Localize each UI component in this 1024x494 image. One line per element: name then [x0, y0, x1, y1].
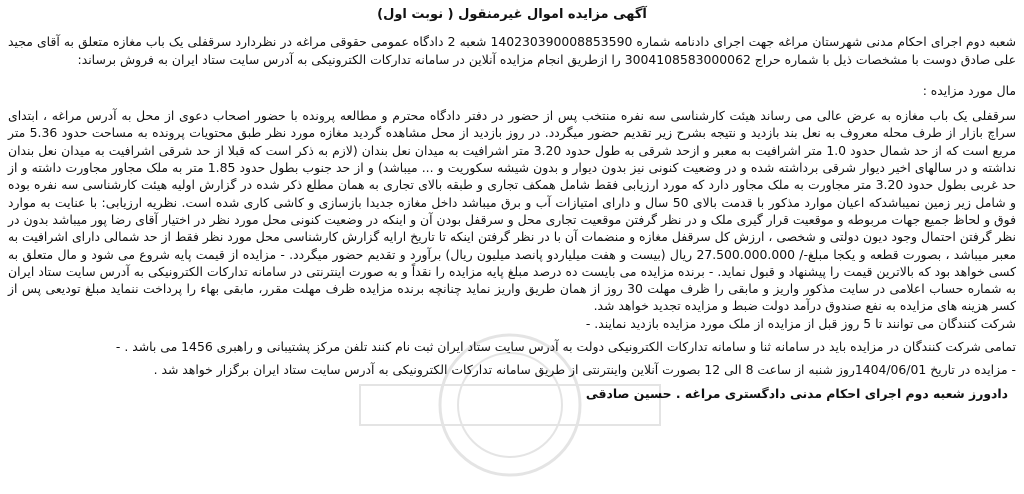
registration-line: تمامی شرکت کنندگان در مزایده باید در سامانه ثنا و سامانه تدارکات الکترونیکی دولت به آدرس سایت ستاد ایران ثبت نام کنند تلفن مرکز پشتیبانی و راهبری 1456 می باشد . - [115, 339, 1016, 355]
visit-line: شرکت کنندگان می توانند تا 5 روز قبل از مزایده از ملک مورد مزایده بازدید نمایند. - [585, 315, 1016, 331]
notice-title: آگهی مزایده اموال غیرمنقول ( نوبت اول) [377, 7, 647, 22]
intro-paragraph: شعبه دوم اجرای احکام مدنی شهرستان مراغه جهت اجرای دادنامه شماره 140230390008853590 شعبه 2 دادگاه عمومی حقوقی مراغه در نظردارد سرقفلی یک باب مغازه متعلق به آقای مجید علی صادق دوست با مشخصات ذیل با شماره حراج 3004108583000062 را ازطریق انجام مزایده آنلاین در سامانه تدارکات الکترونیکی به آدرس سایت ستاد ایران به فروش برساند: [8, 34, 1017, 67]
subject-heading: مال مورد مزایده : [922, 82, 1016, 98]
description-paragraph: سرقفلی یک باب مغازه به عرض عالی می رساند هیئت کارشناسی سه نفره منتخب پس از حضور در دفتر دادگاه محترم و مطالعه پرونده با حضور اصحاب دعوی از محل به آدرس مراغه ، ابتدای سراچ بازار از طرف محله معروف به نعل بند بازدید و نتیجه بشرح زیر تقدیم حضور میگردد. در روز بازدید از محل مشاهده گردید مغازه مورد نظر طبق محتویات پرونده به مساحت حدود 5.36 متر مربع است که از حد شمال حدود 1.0 متر اشرافیت به معبر و ازحد شرقی به طول حدود 3.20 متر اشرافیت به میدان نعل بندان (لازم به ذکر است که قبلا از حد شرقی اشرافیت به میدان نعل بندان نداشته و در سالهای اخیر دیوار شرقی برداشته شده و در وضعیت کنونی نیز بدون دیوار و بدون شیشه سکوریت و ... میباشد) و از حد جنوب بطول حدود 1.85 متر به ملک مجاور مجاورت داشته و از حد غربی بطول حدود 3.20 متر مجاورت به ملک مجاور دارد که مورد ارزیابی فقط شامل همکف تجاری و طبقه بالای تجاری به همان مطلع ذکر شده در گزارش اولیه هیئت کارشناسی سه نفره بوده و شامل زیر زمین نمیباشدکه اعیان موارد مذکور با قدمت بالای 50 سال و دارای امتیازات آب و برق میباشد داخل مغازه جدیدا بازسازی و کاشی کاری شده است. نظریه ارزیابی: با عنایت به موارد فوق و لحاظ جمیع جهات مربوطه و موقعیت قرار گیری ملک و در نظر گرفتن موقعیت تجاری محل و سرقفل بودن آن و اینکه در وضعیت کنونی محل مورد نظر در اختیار آقای رضا پور میباشد بدون در نظر گرفتن احتمال وجود دیون دولتی و شخصی ، ارزش کل سرقفل مغازه و منضمات آن با در نظر گرفتن اینکه تا تاریخ ارایه گزارش کارشناسی محل مورد نظر فقط از حد شمالی دارای اشرافیت به معبر میباشد ، بصورت قطعه و یکجا مبلغ-/ 27.500.000.000 ریال (بیست و هفت میلیاردو پانصد میلیون ریال) برآورد و تقدیم حضور میگردد. - مزایده از قیمت پایه شروع می شود و مال متعلق به کسی خواهد بود که بالاترین قیمت را پیشنهاد و قبول نماید. - برنده مزایده می بایست ده درصد مبلغ پایه مزایده را نقداً و به صورت اینترنتی در سامانه تدارکات الکترونیکی به آدرس سایت ستاد ایران به شماره حساب اعلامی در سایت مذکور واریز و مابقی را ظرف مهلت 30 روز از همان طریق واریز نماید چنانچه برنده مزایده ظرف مهلت مقرر، مابقی بهاء را پرداخت ننماید مبلغ تودیعی پس از کسر هزینه های مزایده به نفع صندوق درآمد دولت ضبط و مزایده تجدید خواهد شد. [8, 108, 1017, 314]
auction-date-line: - مزایده در تاریخ 1404/06/01روز شنبه از ساعت 8 الی 12 بصورت آنلاین واینترنتی از طریق سامانه تدارکات الکترونیکی به آدرس سایت ستاد ایران برگزار خواهد شد . [153, 362, 1016, 378]
signature: دادورز شعبه دوم اجرای احکام مدنی دادگستری مراغه . حسین صادقی [585, 385, 1008, 401]
auction-notice [8, 6, 1016, 490]
